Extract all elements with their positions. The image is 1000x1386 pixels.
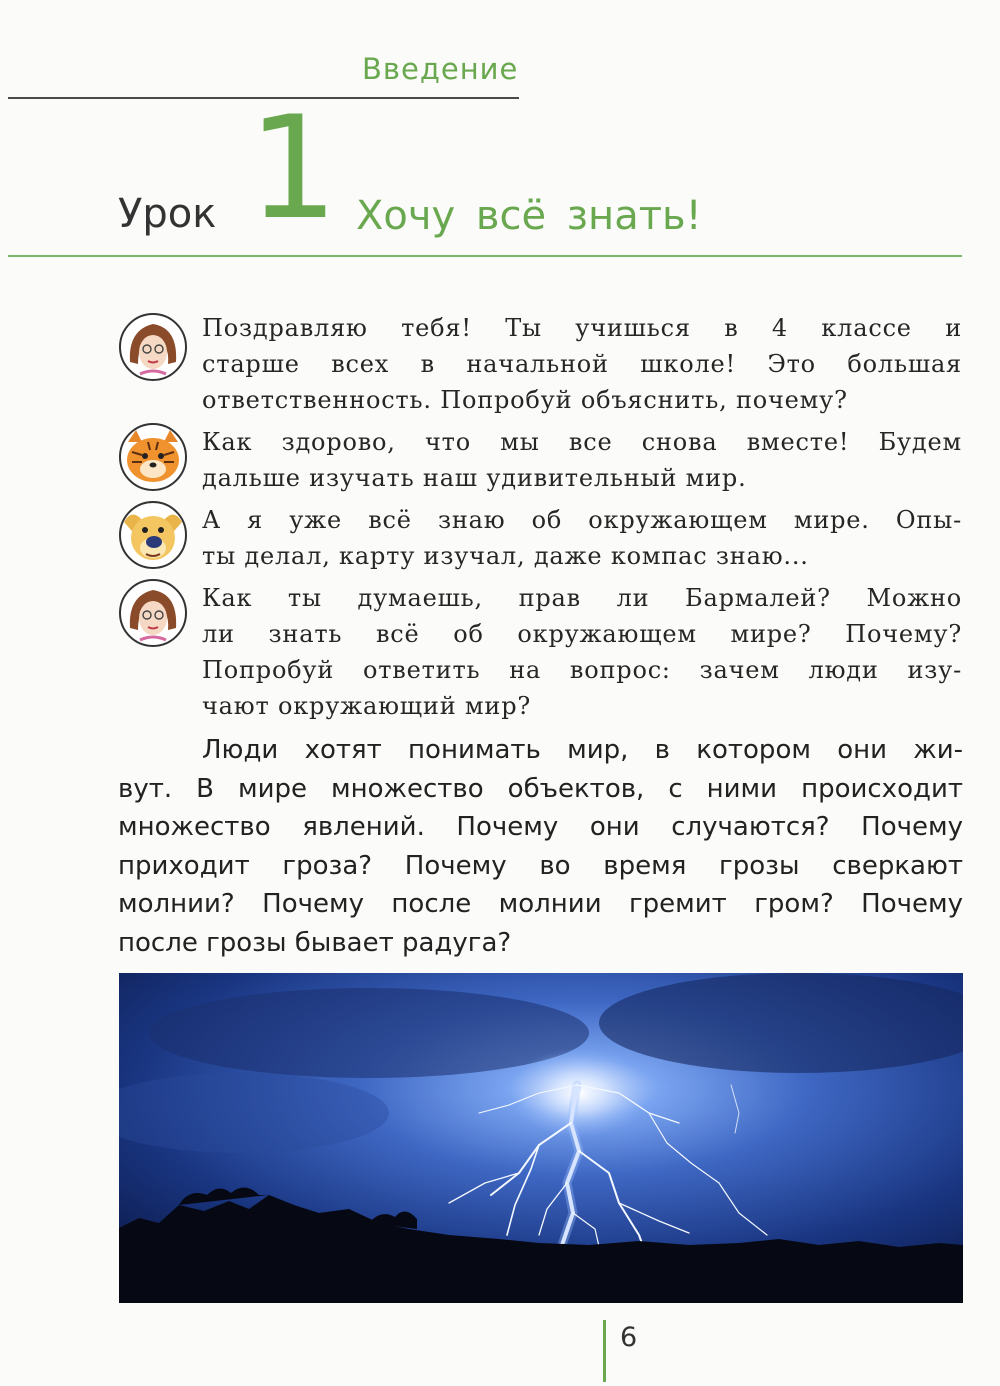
lesson-title: Хочу всё знать! [356,193,702,239]
lesson-number: 1 [248,86,339,251]
dog-icon [118,500,188,570]
dialog-line: ли знать всё об окружающем мире? Почему? [202,620,962,648]
page-number: 6 [620,1322,638,1353]
dialog-line: дальше изучать наш удивительный мир. [202,464,747,492]
tiger-cub-icon [118,422,188,492]
paragraph-line: приходит гроза? Почему во время грозы сверкают [118,850,963,881]
dialog-teacher-2 [202,580,962,724]
dialog-line: старше всех в начальной школе! Это большая [202,350,962,378]
dialog-line: Поздравляю тебя! Ты учишься в 4 классе и [202,314,962,342]
dialog-line: ты делал, карту изучал, даже компас знаю... [202,542,809,570]
dialog-line: чают окружающий мир? [202,692,532,720]
dialog-line: А я уже всё знаю об окружающем мире. Опы- [202,506,962,534]
paragraph-line: вут. В мире множество объектов, с ними происходит [118,773,963,804]
paragraph-line: молнии? Почему после молнии гремит гром? Почему [118,889,963,919]
paragraph-line: Люди хотят понимать мир, в котором они жи- [202,735,963,765]
dialog-tiger-cub [202,424,962,496]
paragraph-line: после грозы бывает радуга? [118,927,512,958]
dialog-line: Как здорово, что мы все снова вместе! Будем [202,428,962,456]
teacher-icon [118,312,188,382]
lesson-label: Урок [118,191,217,237]
teacher-icon [118,578,188,648]
dialog-line: ответственность. Попробуй объяснить, почему? [202,386,848,414]
title-rule [8,255,962,257]
section-title: Введение [362,52,519,86]
paragraph-line: множество явлений. Почему они случаются? Почему [118,812,963,842]
lightning-storm-photo [119,973,963,1303]
page-number-bar [603,1320,606,1382]
dialog-teacher-1 [202,310,962,418]
dialog-line: Как ты думаешь, прав ли Бармалей? Можно [202,584,962,612]
dialog-dog [202,502,962,574]
dialog-line: Попробуй ответить на вопрос: зачем люди изу- [202,656,962,684]
main-paragraph [118,731,963,962]
